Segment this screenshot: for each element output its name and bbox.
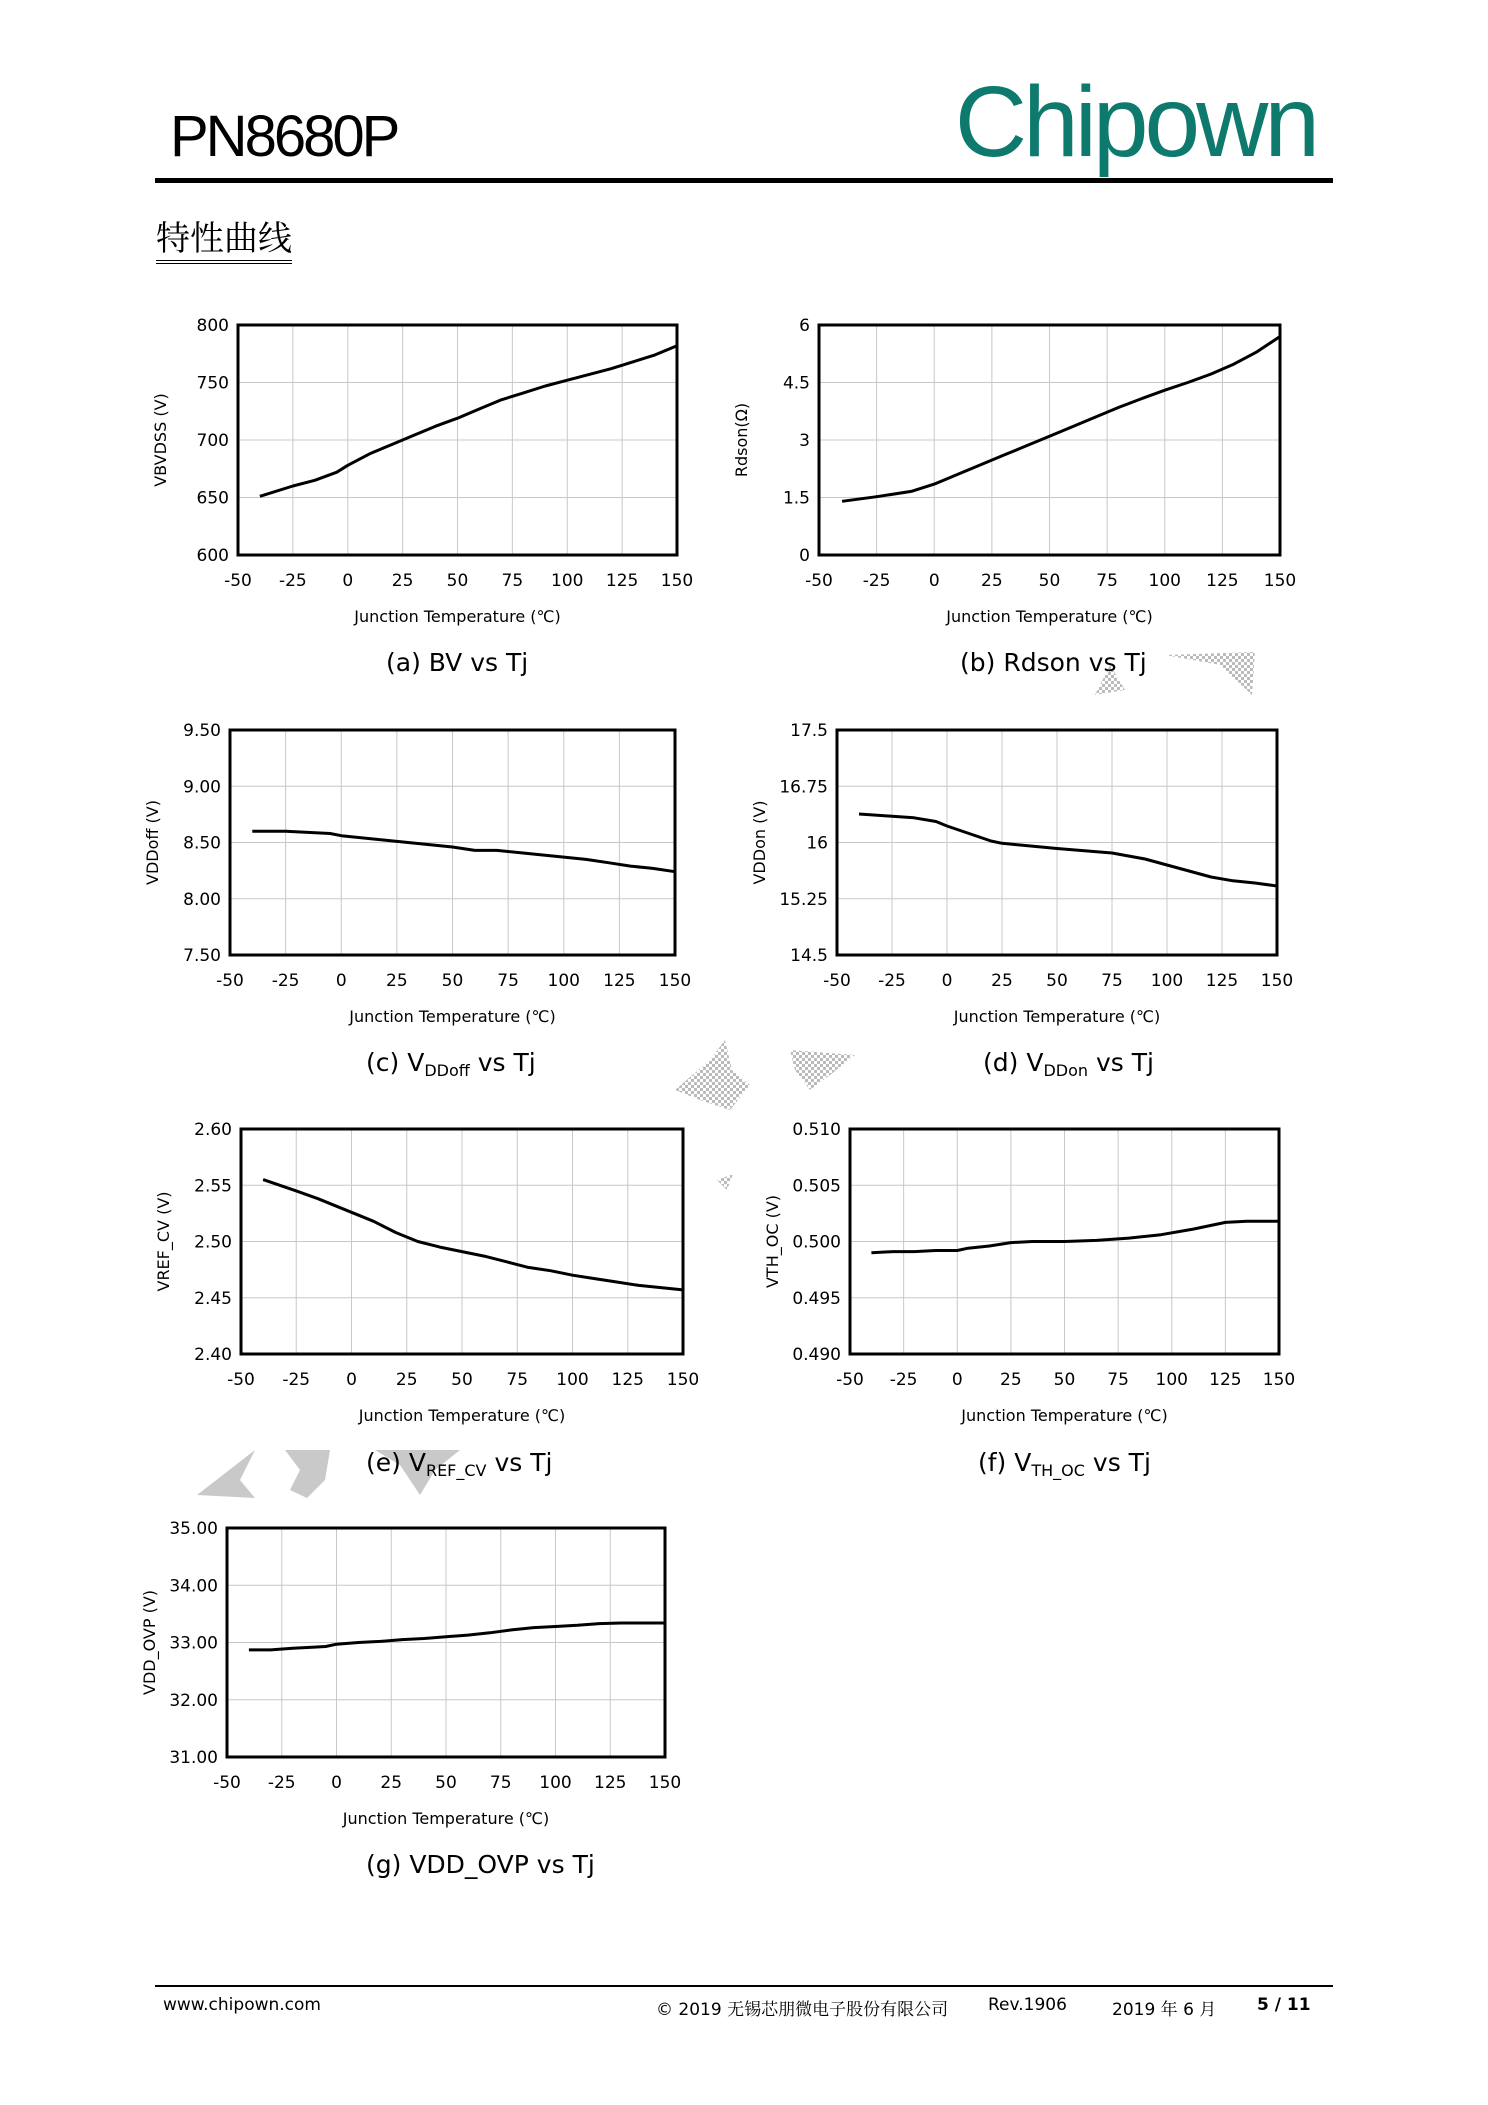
caption-main: BV (428, 648, 463, 677)
x-axis-label: Junction Temperature (℃) (349, 1007, 556, 1026)
x-tick-label: 50 (451, 1370, 473, 1390)
y-tick-label: 0.510 (792, 1120, 841, 1140)
y-tick-label: 33.00 (169, 1633, 218, 1654)
y-tick-label: 1.5 (782, 488, 810, 509)
x-tick-label: 0 (928, 571, 940, 591)
x-tick-label: 0 (342, 571, 354, 591)
y-axis-label: VREF_CV (V) (154, 1191, 173, 1292)
series-line (871, 1221, 1279, 1253)
caption-main: VDD_OVP (409, 1850, 529, 1879)
y-tick-label: 0 (799, 546, 810, 566)
x-tick-label: 0 (335, 971, 347, 991)
footer-copyright: © 2019 无锡芯朋微电子股份有限公司 (656, 2000, 949, 2020)
caption-suffix: vs Tj (528, 1850, 595, 1879)
caption-suffix: vs Tj (486, 1448, 553, 1477)
y-axis-label: VTH_OC (V) (763, 1194, 782, 1289)
x-tick-label: 0 (951, 1370, 963, 1390)
x-tick-label: 25 (391, 571, 414, 591)
x-tick-label: 75 (1096, 571, 1118, 591)
chart-caption (366, 1050, 536, 1079)
x-tick-label: 125 (1206, 571, 1239, 591)
section-title: 特性曲线 (156, 222, 292, 264)
x-tick-label: -25 (271, 971, 300, 991)
x-tick-label: 25 (395, 1370, 418, 1390)
y-axis-label: Rdson(Ω) (732, 402, 751, 478)
x-tick-label: 75 (501, 571, 524, 591)
y-tick-label: 9.50 (183, 721, 221, 741)
y-tick-label: 34.00 (169, 1576, 218, 1597)
x-tick-label: 50 (441, 971, 464, 991)
y-tick-label: 0.495 (792, 1288, 841, 1309)
chart-caption (366, 1852, 595, 1877)
x-tick-label: 25 (991, 971, 1013, 991)
chart-b (709, 305, 1300, 640)
x-axis-label: Junction Temperature (℃) (342, 1809, 550, 1828)
x-tick-label: 75 (1107, 1370, 1129, 1390)
y-tick-label: 2.55 (194, 1176, 232, 1197)
y-tick-label: 700 (196, 431, 229, 451)
chart-g (117, 1508, 685, 1842)
x-tick-label: 75 (489, 1773, 512, 1793)
x-tick-label: 100 (556, 1370, 589, 1390)
x-tick-label: 25 (1000, 1370, 1022, 1390)
caption-subscript: DDoff (424, 1061, 470, 1080)
x-tick-label: 150 (660, 571, 694, 591)
y-axis-label: VDDon (V) (750, 800, 769, 885)
x-tick-label: 0 (346, 1370, 357, 1390)
y-tick-label: 17.5 (790, 721, 828, 741)
chart-a (128, 305, 697, 640)
brand-logo: Chipown (954, 66, 1316, 178)
caption-prefix: (a) (386, 648, 429, 677)
caption-main: V (408, 1448, 426, 1477)
y-tick-label: 0.500 (792, 1232, 841, 1253)
x-tick-label: -25 (889, 1370, 918, 1390)
x-tick-label: 25 (981, 571, 1003, 591)
caption-main: V (1014, 1448, 1032, 1477)
y-tick-label: 2.50 (194, 1232, 232, 1253)
x-tick-label: -25 (878, 971, 906, 991)
caption-suffix: vs Tj (1084, 1448, 1151, 1477)
chart-caption (983, 1050, 1154, 1079)
y-tick-label: 650 (196, 488, 229, 509)
chart-f (740, 1109, 1299, 1439)
x-tick-label: 50 (1053, 1370, 1076, 1390)
x-tick-label: 50 (1046, 971, 1068, 991)
x-tick-label: -50 (836, 1370, 864, 1390)
chart-caption (960, 650, 1147, 675)
x-tick-label: -50 (216, 971, 244, 991)
x-tick-label: 0 (331, 1773, 342, 1793)
x-tick-label: 125 (1209, 1370, 1242, 1390)
caption-subscript: REF_CV (425, 1461, 487, 1480)
x-tick-label: 150 (1263, 571, 1297, 591)
x-axis-label: Junction Temperature (℃) (358, 1406, 566, 1425)
x-tick-label: -50 (213, 1773, 241, 1793)
x-tick-label: 150 (1262, 1370, 1296, 1390)
caption-prefix: (c) (366, 1048, 408, 1077)
chart-e (131, 1109, 703, 1439)
watermark-fragment (715, 1172, 735, 1192)
footer-revision: Rev.1906 (988, 1995, 1067, 2015)
caption-prefix: (g) (366, 1850, 410, 1879)
caption-subscript: TH_OC (1031, 1461, 1085, 1480)
x-tick-label: 150 (666, 1370, 700, 1390)
watermark-fragment (670, 1040, 860, 1120)
series-line (859, 814, 1277, 886)
chart-d (727, 710, 1297, 1040)
x-tick-label: -25 (267, 1773, 296, 1793)
series-line (252, 831, 675, 871)
footer-date: 2019 年 6 月 (1112, 2000, 1217, 2020)
caption-prefix: (d) (983, 1048, 1027, 1077)
caption-main: V (407, 1048, 425, 1077)
y-tick-label: 14.5 (790, 946, 828, 966)
x-tick-label: 125 (605, 571, 639, 591)
x-axis-label: Junction Temperature (℃) (946, 607, 1153, 626)
chart-caption (978, 1450, 1151, 1479)
x-tick-label: 125 (603, 971, 636, 991)
x-tick-label: 50 (435, 1773, 457, 1793)
y-tick-label: 7.50 (183, 946, 221, 966)
y-tick-label: 35.00 (169, 1519, 218, 1539)
caption-prefix: (b) (960, 648, 1004, 677)
footer-page-number: 5 / 11 (1257, 1995, 1311, 2015)
y-tick-label: 750 (196, 373, 229, 394)
y-tick-label: 3 (799, 431, 810, 451)
y-tick-label: 2.40 (194, 1345, 232, 1365)
x-tick-label: 125 (1205, 971, 1239, 991)
y-tick-label: 31.00 (169, 1748, 218, 1768)
x-tick-label: -25 (282, 1370, 311, 1390)
x-tick-label: -50 (823, 971, 851, 991)
caption-subscript: DDon (1043, 1061, 1089, 1080)
y-tick-label: 600 (196, 546, 229, 566)
x-tick-label: 125 (594, 1773, 627, 1793)
header-divider (155, 178, 1333, 183)
x-tick-label: 75 (497, 971, 519, 991)
y-tick-label: 0.490 (792, 1345, 841, 1365)
chart-c (120, 710, 695, 1040)
y-tick-label: 0.505 (792, 1176, 841, 1197)
x-axis-label: Junction Temperature (℃) (961, 1406, 1168, 1425)
y-tick-label: 32.00 (169, 1690, 218, 1711)
caption-prefix: (e) (366, 1448, 409, 1477)
y-tick-label: 4.5 (782, 373, 810, 394)
y-tick-label: 9.00 (183, 777, 221, 798)
watermark-fragment (1160, 650, 1260, 700)
x-tick-label: 125 (611, 1370, 644, 1390)
x-tick-label: -25 (862, 571, 891, 591)
x-tick-label: 25 (380, 1773, 403, 1793)
x-axis-label: Junction Temperature (℃) (953, 1007, 1161, 1026)
caption-suffix: vs Tj (1080, 648, 1147, 677)
caption-prefix: (f) (978, 1448, 1015, 1477)
x-tick-label: 75 (506, 1370, 529, 1390)
caption-suffix: vs Tj (462, 648, 529, 677)
y-tick-label: 16.75 (779, 777, 828, 798)
series-line (842, 337, 1280, 502)
x-tick-label: -50 (227, 1370, 255, 1390)
x-tick-label: 150 (1260, 971, 1294, 991)
x-tick-label: 0 (941, 971, 953, 991)
y-tick-label: 8.00 (183, 889, 221, 910)
x-tick-label: -50 (805, 571, 833, 591)
x-tick-label: 50 (1038, 571, 1061, 591)
y-tick-label: 800 (196, 316, 229, 336)
caption-main: V (1026, 1048, 1044, 1077)
x-tick-label: 100 (1150, 971, 1184, 991)
x-tick-label: 100 (539, 1773, 572, 1793)
x-tick-label: 25 (386, 971, 408, 991)
chart-caption (366, 1450, 552, 1479)
y-axis-label: VDD_OVP (V) (140, 1589, 159, 1696)
caption-suffix: vs Tj (469, 1048, 536, 1077)
y-axis-label: VBVDSS (V) (151, 393, 170, 487)
x-tick-label: -50 (224, 571, 252, 591)
footer-website: www.chipown.com (163, 1995, 321, 2015)
x-tick-label: 100 (547, 971, 580, 991)
y-tick-label: 2.45 (194, 1288, 232, 1309)
x-axis-label: Junction Temperature (℃) (354, 607, 561, 626)
series-line (249, 1623, 665, 1650)
caption-main: Rdson (1003, 648, 1081, 677)
y-tick-label: 15.25 (779, 889, 828, 910)
series-line (260, 346, 677, 497)
chart-caption (386, 650, 528, 675)
y-tick-label: 2.60 (194, 1120, 232, 1140)
y-tick-label: 16 (806, 833, 828, 854)
series-line (263, 1180, 683, 1290)
x-tick-label: 150 (648, 1773, 682, 1793)
y-tick-label: 6 (799, 316, 810, 336)
x-tick-label: 75 (1101, 971, 1123, 991)
x-tick-label: 100 (1148, 571, 1181, 591)
x-tick-label: 100 (1155, 1370, 1188, 1390)
y-axis-label: VDDoff (V) (143, 800, 162, 885)
x-tick-label: 150 (658, 971, 692, 991)
x-tick-label: 100 (551, 571, 584, 591)
caption-suffix: vs Tj (1088, 1048, 1154, 1077)
footer-divider (155, 1985, 1333, 1987)
x-tick-label: -25 (278, 571, 307, 591)
y-tick-label: 8.50 (183, 833, 221, 854)
x-tick-label: 50 (446, 571, 469, 591)
part-number: PN8680P (170, 104, 398, 169)
